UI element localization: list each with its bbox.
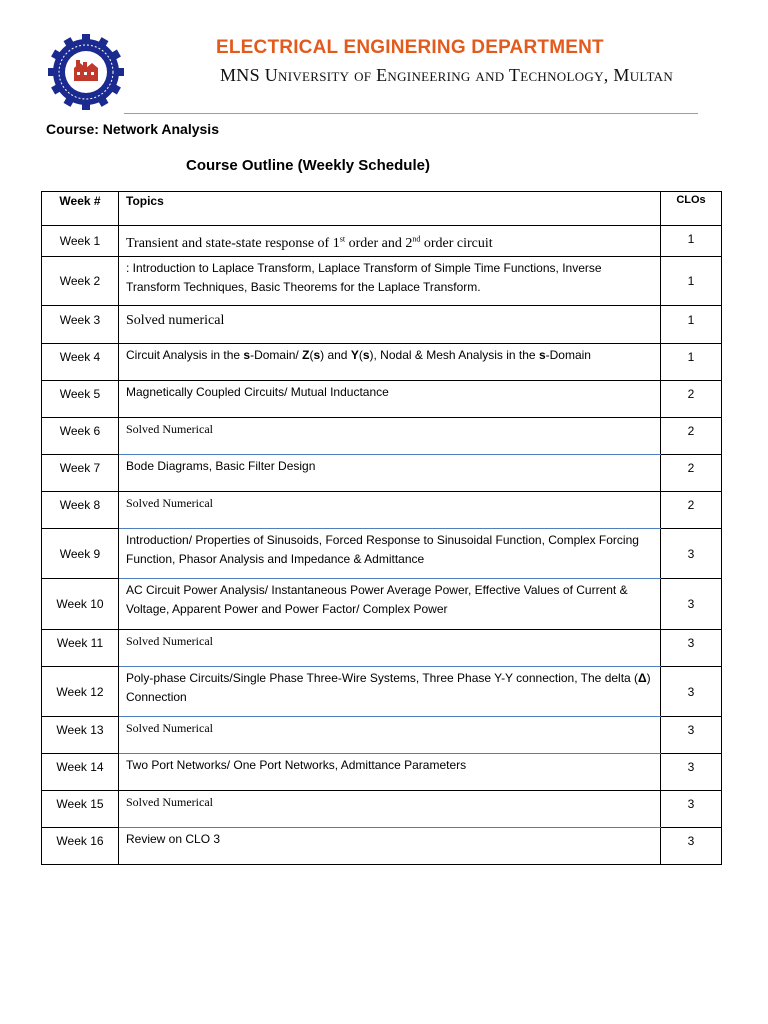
topic-cell: AC Circuit Power Analysis/ Instantaneous Power Average Power, Effective Values of Current & Voltage, Apparent Power and Power Factor/ Complex Power (119, 579, 661, 630)
department-title: ELECTRICAL ENGINERING DEPARTMENT (216, 37, 604, 58)
clo-cell: 1 (661, 306, 722, 344)
clo-cell: 3 (661, 717, 722, 754)
clo-cell: 2 (661, 455, 722, 492)
topic-cell (119, 344, 661, 381)
topic-cell: Two Port Networks/ One Port Networks, Admittance Parameters (119, 754, 661, 791)
table-row (42, 717, 722, 754)
header-topics: Topics (119, 192, 661, 226)
clo-cell: 2 (661, 381, 722, 418)
week-cell: Week 16 (42, 828, 119, 865)
table-row (42, 381, 722, 418)
topic-cell: Introduction/ Properties of Sinusoids, Forced Response to Sinusoidal Function, Complex Forcing Function, Phasor Analysis and Impedance & Admittance (119, 529, 661, 579)
topic-cell: Solved Numerical (119, 791, 661, 828)
clo-cell: 3 (661, 754, 722, 791)
topic-cell: Solved Numerical (119, 418, 661, 455)
topic-text: Poly-phase Circuits/Single Phase Three-Wire Systems, Three Phase Y-Y connection, The delta (Δ) Connection (126, 671, 651, 704)
clo-cell: 3 (661, 579, 722, 630)
topic-cell: Solved Numerical (119, 717, 661, 754)
weekly-schedule-table (41, 191, 722, 865)
table-row (42, 344, 722, 381)
table-row (42, 306, 722, 344)
table-row (42, 754, 722, 791)
table-row (42, 492, 722, 529)
table-row (42, 226, 722, 257)
header-clos: CLOs (661, 192, 722, 226)
week-cell: Week 5 (42, 381, 119, 418)
table-row (42, 828, 722, 865)
table-row (42, 257, 722, 306)
topic-cell: Magnetically Coupled Circuits/ Mutual Inductance (119, 381, 661, 418)
topic-text: Circuit Analysis in the s-Domain/ Z(s) and Y(s), Nodal & Mesh Analysis in the s-Domain (126, 348, 591, 362)
week-cell: Week 10 (42, 579, 119, 630)
clo-cell: 2 (661, 418, 722, 455)
week-cell: Week 14 (42, 754, 119, 791)
week-cell: Week 3 (42, 306, 119, 344)
university-logo (46, 32, 126, 112)
topic-cell: Solved numerical (119, 306, 661, 344)
table-row (42, 667, 722, 717)
table-row (42, 455, 722, 492)
clo-cell: 3 (661, 828, 722, 865)
clo-cell: 3 (661, 667, 722, 717)
course-name: Course: Network Analysis (46, 121, 219, 137)
week-cell: Week 8 (42, 492, 119, 529)
table-row (42, 529, 722, 579)
topic-cell: Solved Numerical (119, 630, 661, 667)
outline-title: Course Outline (Weekly Schedule) (186, 157, 430, 174)
clo-cell: 2 (661, 492, 722, 529)
clo-cell: 3 (661, 630, 722, 667)
clo-cell: 1 (661, 226, 722, 257)
table-row (42, 791, 722, 828)
clo-cell: 1 (661, 257, 722, 306)
clo-cell: 3 (661, 529, 722, 579)
topic-cell (119, 667, 661, 717)
week-cell: Week 13 (42, 717, 119, 754)
week-cell: Week 11 (42, 630, 119, 667)
topic-cell: Review on CLO 3 (119, 828, 661, 865)
clo-cell: 1 (661, 344, 722, 381)
topic-cell (119, 226, 661, 257)
table-header-row (42, 192, 722, 226)
table-row (42, 418, 722, 455)
week-cell: Week 15 (42, 791, 119, 828)
table-row (42, 579, 722, 630)
topic-text: Transient and state-state response of 1st order and 2nd order circuit (126, 234, 493, 251)
header-divider (124, 113, 698, 114)
topic-cell: Bode Diagrams, Basic Filter Design (119, 455, 661, 492)
topic-cell: : Introduction to Laplace Transform, Laplace Transform of Simple Time Functions, Inverse Transform Techniques, Basic Theorems for the Laplace Transform. (119, 257, 661, 306)
clo-cell: 3 (661, 791, 722, 828)
university-name: MNS University of Engineering and Technology, Multan (220, 65, 674, 85)
week-cell: Week 6 (42, 418, 119, 455)
table-row (42, 630, 722, 667)
week-cell: Week 4 (42, 344, 119, 381)
header-week: Week # (42, 192, 119, 226)
week-cell: Week 2 (42, 257, 119, 306)
week-cell: Week 9 (42, 529, 119, 579)
week-cell: Week 12 (42, 667, 119, 717)
week-cell: Week 7 (42, 455, 119, 492)
topic-cell: Solved Numerical (119, 492, 661, 529)
week-cell: Week 1 (42, 226, 119, 257)
